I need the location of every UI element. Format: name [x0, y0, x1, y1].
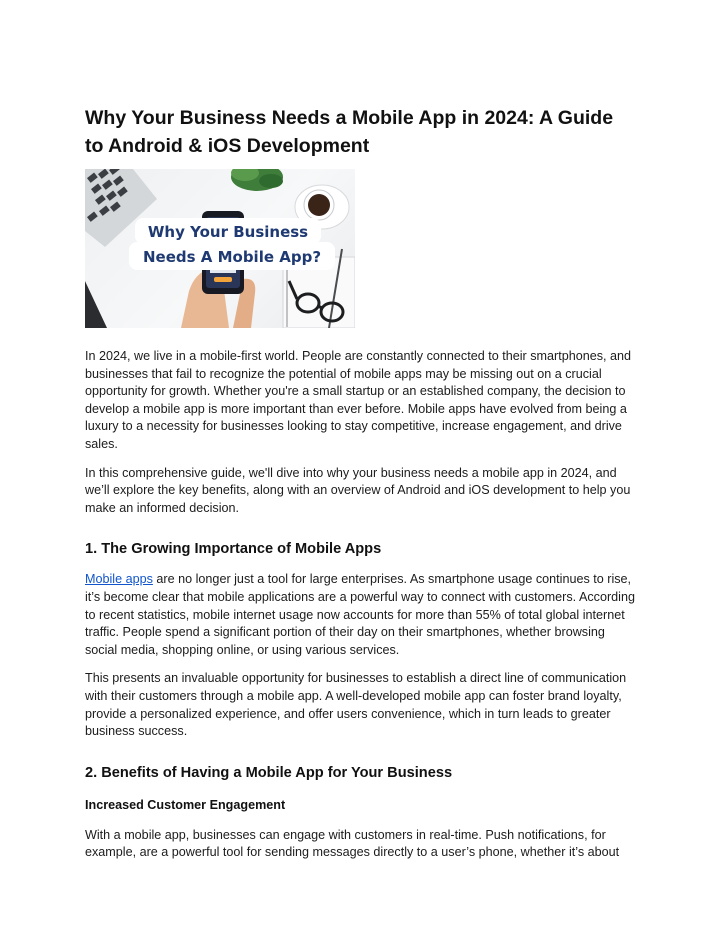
plant-graphic — [231, 169, 283, 191]
section2-heading: 2. Benefits of Having a Mobile App for Your Business — [85, 764, 453, 781]
section1-paragraph-1 — [85, 571, 635, 659]
intro-paragraph-1: In 2024, we live in a mobile-first world. People are constantly connected to their smartphones, and businesses that fail to recognize the potential of mobile apps may be missing out on a crucial opportunity for growth. Whether you're a small startup or an established company, the decision to develop a mobile app is more important than ever before. Mobile apps have evolved from being a luxury to a necessity for businesses looking to stay competitive, increase engagement, and drive sales. — [85, 349, 632, 451]
hero-text-line1: Why Your Business — [147, 223, 309, 241]
hero-illustration — [85, 169, 355, 328]
section2-paragraph-1: With a mobile app, businesses can engage with customers in real-time. Push notifications, for example, are a powerful tool for sending messages directly to a user’s phone, whether it’s about — [85, 827, 620, 860]
hero-text-line2: Needs A Mobile App? — [142, 248, 322, 266]
document-title: Why Your Business Needs a Mobile App in 2024: A Guide to Android & iOS Development — [85, 107, 614, 157]
section1-paragraph-1-text: are no longer just a tool for large enterprises. As smartphone usage continues to rise, it’s become clear that mobile applications are a powerful way to connect with customers. According to recent statistics, mobile internet usage now accounts for more than 55% of total global internet traffic. People spend a significant portion of their day on their smartphones, whether browsing social media, shopping online, or using various services. — [85, 572, 635, 657]
section1-paragraph-2: This presents an invaluable opportunity for businesses to establish a direct line of communication with their customers through a mobile app. A well-developed mobile app can foster brand loyalty, provide a personalized experience, and offer users convenience, which in turn leads to greater business success. — [85, 671, 627, 739]
section2-subheading: Increased Customer Engagement — [85, 797, 286, 812]
laptop-graphic — [85, 281, 107, 328]
hero-title-plate — [129, 218, 335, 270]
section1-heading: 1. The Growing Importance of Mobile Apps — [85, 541, 382, 558]
intro-paragraph-2: In this comprehensive guide, we'll dive into why your business needs a mobile app in 2024, and we’ll explore the key benefits, along with an overview of Android and iOS development to help you make an informed decision. — [85, 465, 631, 515]
document-content — [85, 104, 635, 862]
mobile-apps-link[interactable]: Mobile apps — [85, 572, 153, 587]
hero-image — [85, 169, 355, 328]
